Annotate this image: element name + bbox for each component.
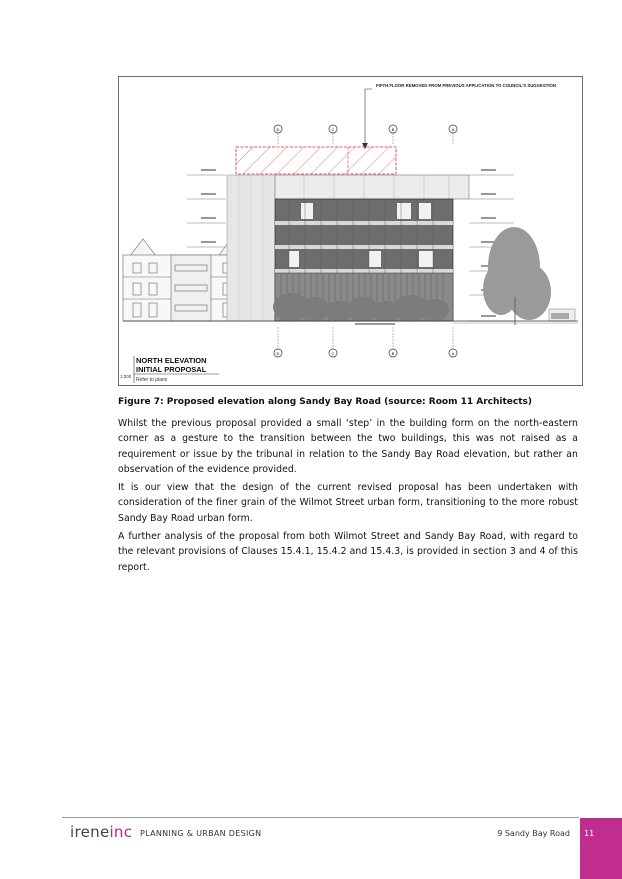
annotation-line-1: FIFTH FLOOR REMOVED FROM PREVIOUS APPLICATION TO COUNCIL'S SUGGESTION bbox=[376, 83, 556, 88]
footer-divider bbox=[62, 817, 579, 818]
removed-fifth-floor bbox=[236, 147, 396, 174]
brand-accent: inc bbox=[109, 823, 133, 841]
grid-label-bottom-d: D bbox=[276, 351, 280, 356]
paragraph-2: It is our view that the design of the current revised proposal has been undertaken with consideration of the finer grain of the Wilmot Street urban form, transitioning to the more robust Sandy Bay Road urban form. bbox=[118, 482, 578, 524]
brand-main: irene bbox=[70, 823, 110, 841]
drawing-scale: 1:200 bbox=[120, 374, 132, 379]
elevation-figure bbox=[118, 76, 583, 386]
drawing-title-line1: NORTH ELEVATION bbox=[136, 356, 207, 365]
grid-label-top-c: C bbox=[331, 127, 335, 132]
drawing-title-block bbox=[120, 356, 219, 383]
grid-label-top-a: A bbox=[451, 127, 455, 132]
paragraph-3: A further analysis of the proposal from both Wilmot Street and Sandy Bay Road, with regard to the relevant provisions of Clauses 15.4.1, 15.4.2 and 15.4.3, is provided in section 3 and 4 of this report. bbox=[118, 531, 578, 573]
grid-bubbles-bottom bbox=[274, 327, 457, 357]
brand-tagline: PLANNING & URBAN DESIGN bbox=[140, 829, 262, 838]
street-tree bbox=[483, 227, 551, 320]
drawing-refer-note: Refer to plans bbox=[136, 377, 168, 383]
removed-floor-annotation bbox=[362, 83, 556, 149]
paragraph-1: Whilst the previous proposal provided a small ‘step’ in the building form on the north-eastern corner as a gesture to the transition between the two buildings, this was not raised as a requirement or issue by the tribunal in relation to the Sandy Bay Road elevation, but rather an observation of the evidence provided. bbox=[118, 418, 578, 475]
elevation-drawing bbox=[119, 77, 582, 385]
brand-logo bbox=[70, 822, 132, 842]
grid-label-top-d: D bbox=[276, 127, 280, 132]
drawing-title-line2: INITIAL PROPOSAL bbox=[136, 365, 207, 374]
grid-label-bottom-a: A bbox=[451, 351, 455, 356]
footer-address: 9 Sandy Bay Road bbox=[497, 829, 570, 838]
grid-label-bottom-b: B bbox=[391, 351, 395, 356]
page-number: 11 bbox=[584, 829, 595, 838]
grid-bubbles-top bbox=[274, 125, 457, 145]
figure-caption: Figure 7: Proposed elevation along Sandy Bay Road (source: Room 11 Architects) bbox=[118, 397, 533, 407]
svg-text:FIFTH FLOOR REMOVED FROM PREVI bbox=[376, 83, 556, 88]
grid-label-top-b: B bbox=[391, 127, 395, 132]
grid-label-bottom-c: C bbox=[331, 351, 335, 356]
